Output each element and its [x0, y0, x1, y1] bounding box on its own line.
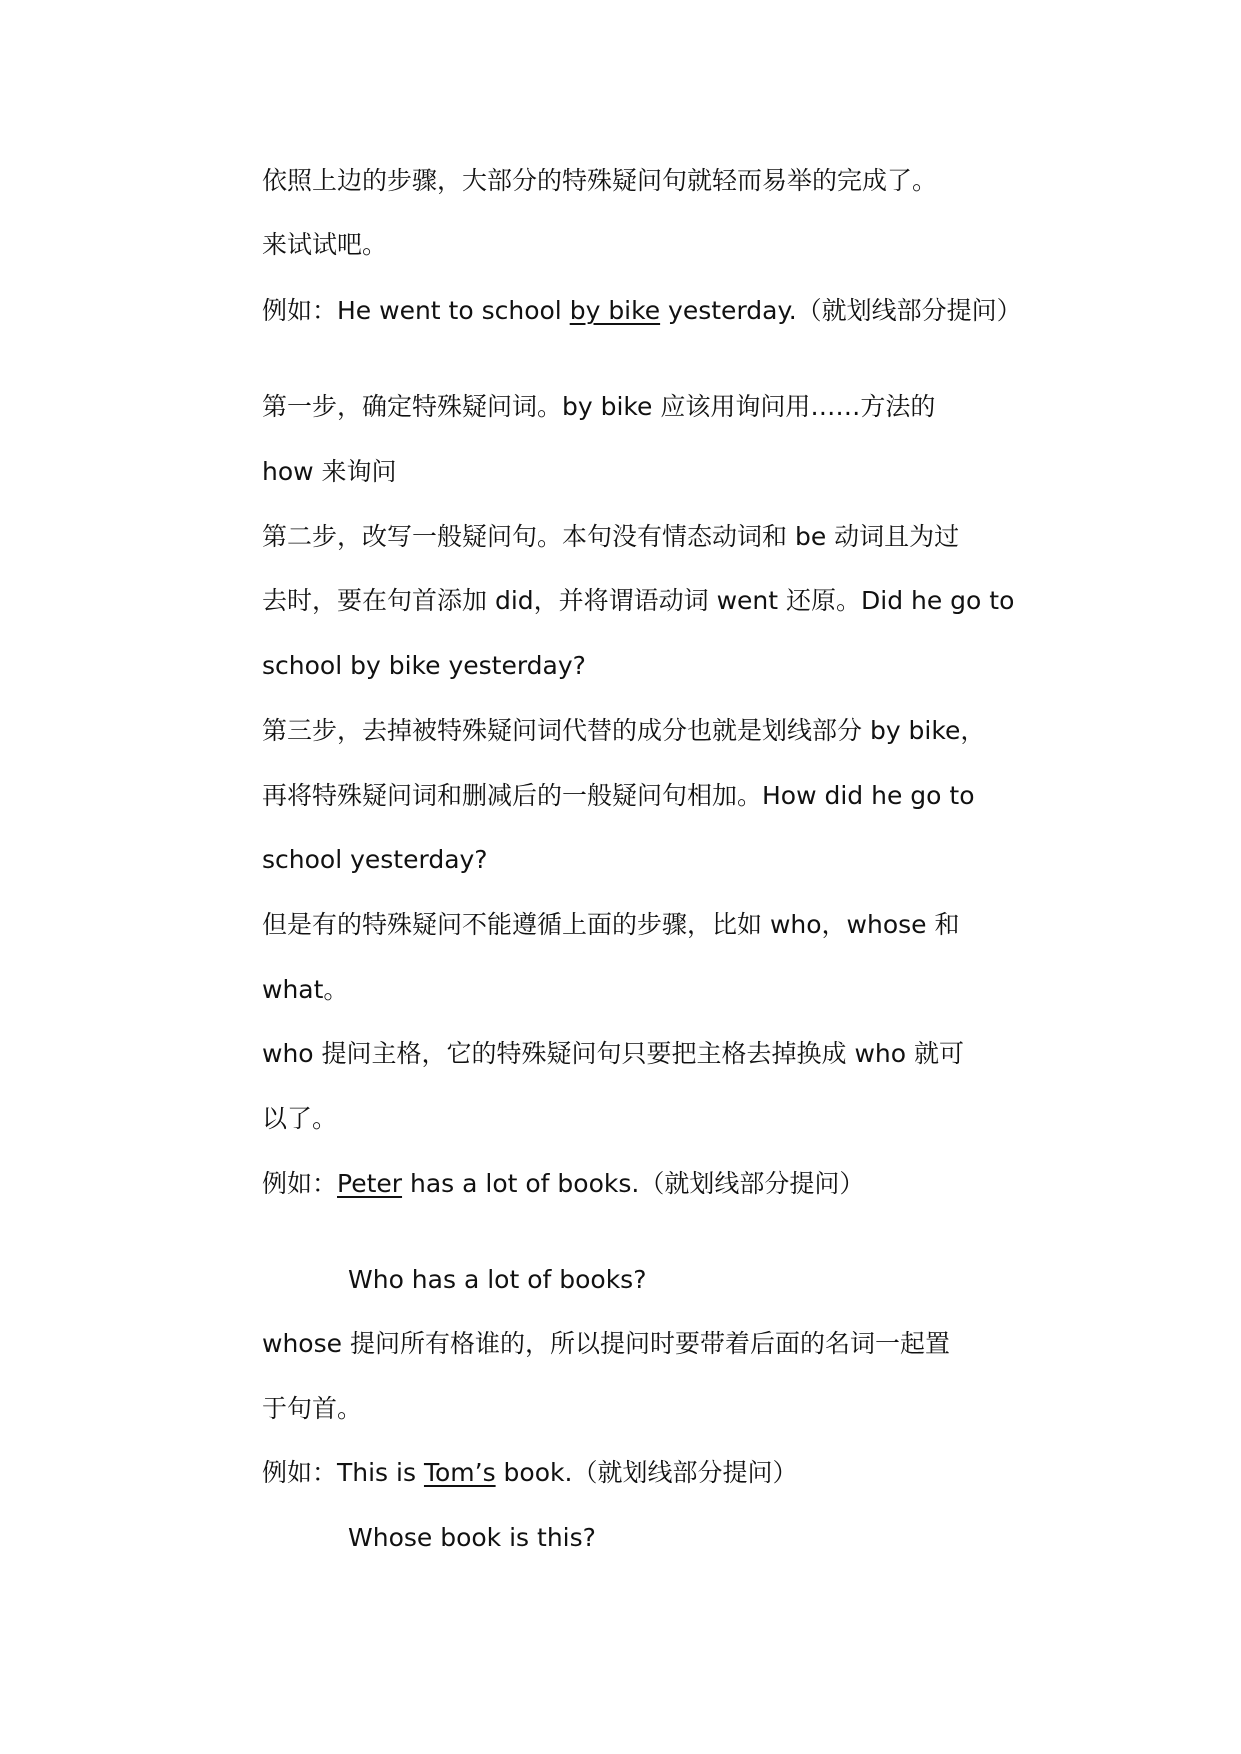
paragraph-line: 来试试吧。	[262, 230, 388, 259]
paragraph-line: 依照上边的步骤，大部分的特殊疑问句就轻而易举的完成了。	[262, 166, 938, 195]
paragraph-line: what。	[262, 975, 349, 1004]
paragraph-line: who 提问主格，它的特殊疑问句只要把主格去掉换成 who 就可	[262, 1039, 965, 1068]
step-two-line: 第二步，改写一般疑问句。本句没有情态动词和 be 动词且为过	[262, 522, 960, 551]
paragraph-line: 于句首。	[262, 1394, 363, 1423]
example-prefix: 例如：He went to school	[262, 296, 570, 325]
underlined-phrase: Tom’s	[423, 1458, 496, 1487]
step-one-line: 第一步，确定特殊疑问词。by bike 应该用询问用……方法的	[262, 392, 936, 421]
example-suffix: yesterday.（就划线部分提问）	[660, 296, 1022, 325]
paragraph-line: school yesterday?	[262, 845, 488, 874]
paragraph-line: 再将特殊疑问词和删减后的一般疑问句相加。How did he go to	[262, 781, 975, 810]
example-suffix: book.（就划线部分提问）	[495, 1458, 798, 1487]
example-prefix: 例如：	[262, 1169, 338, 1198]
example-sentence	[262, 294, 1062, 328]
paragraph-line: 但是有的特殊疑问不能遵循上面的步骤，比如 who，whose 和	[262, 910, 960, 939]
paragraph-line: 去时，要在句首添加 did，并将谓语动词 went 还原。Did he go to	[262, 586, 1015, 615]
example-prefix: 例如：This is	[262, 1458, 424, 1487]
step-three-line: 第三步，去掉被特殊疑问词代替的成分也就是划线部分 by bike，	[262, 716, 986, 745]
example-sentence	[262, 1456, 1062, 1490]
paragraph-line: school by bike yesterday?	[262, 651, 586, 680]
paragraph-line: 以了。	[262, 1104, 338, 1133]
underlined-phrase: by bike	[569, 296, 661, 325]
answer-sentence: Who has a lot of books?	[348, 1265, 647, 1294]
paragraph-line: whose 提问所有格谁的，所以提问时要带着后面的名词一起置	[262, 1329, 950, 1358]
paragraph-line: how 来询问	[262, 457, 397, 486]
example-sentence	[262, 1167, 1062, 1201]
example-suffix: has a lot of books.（就划线部分提问）	[402, 1169, 865, 1198]
underlined-phrase: Peter	[337, 1169, 403, 1198]
answer-sentence: Whose book is this?	[348, 1523, 596, 1552]
